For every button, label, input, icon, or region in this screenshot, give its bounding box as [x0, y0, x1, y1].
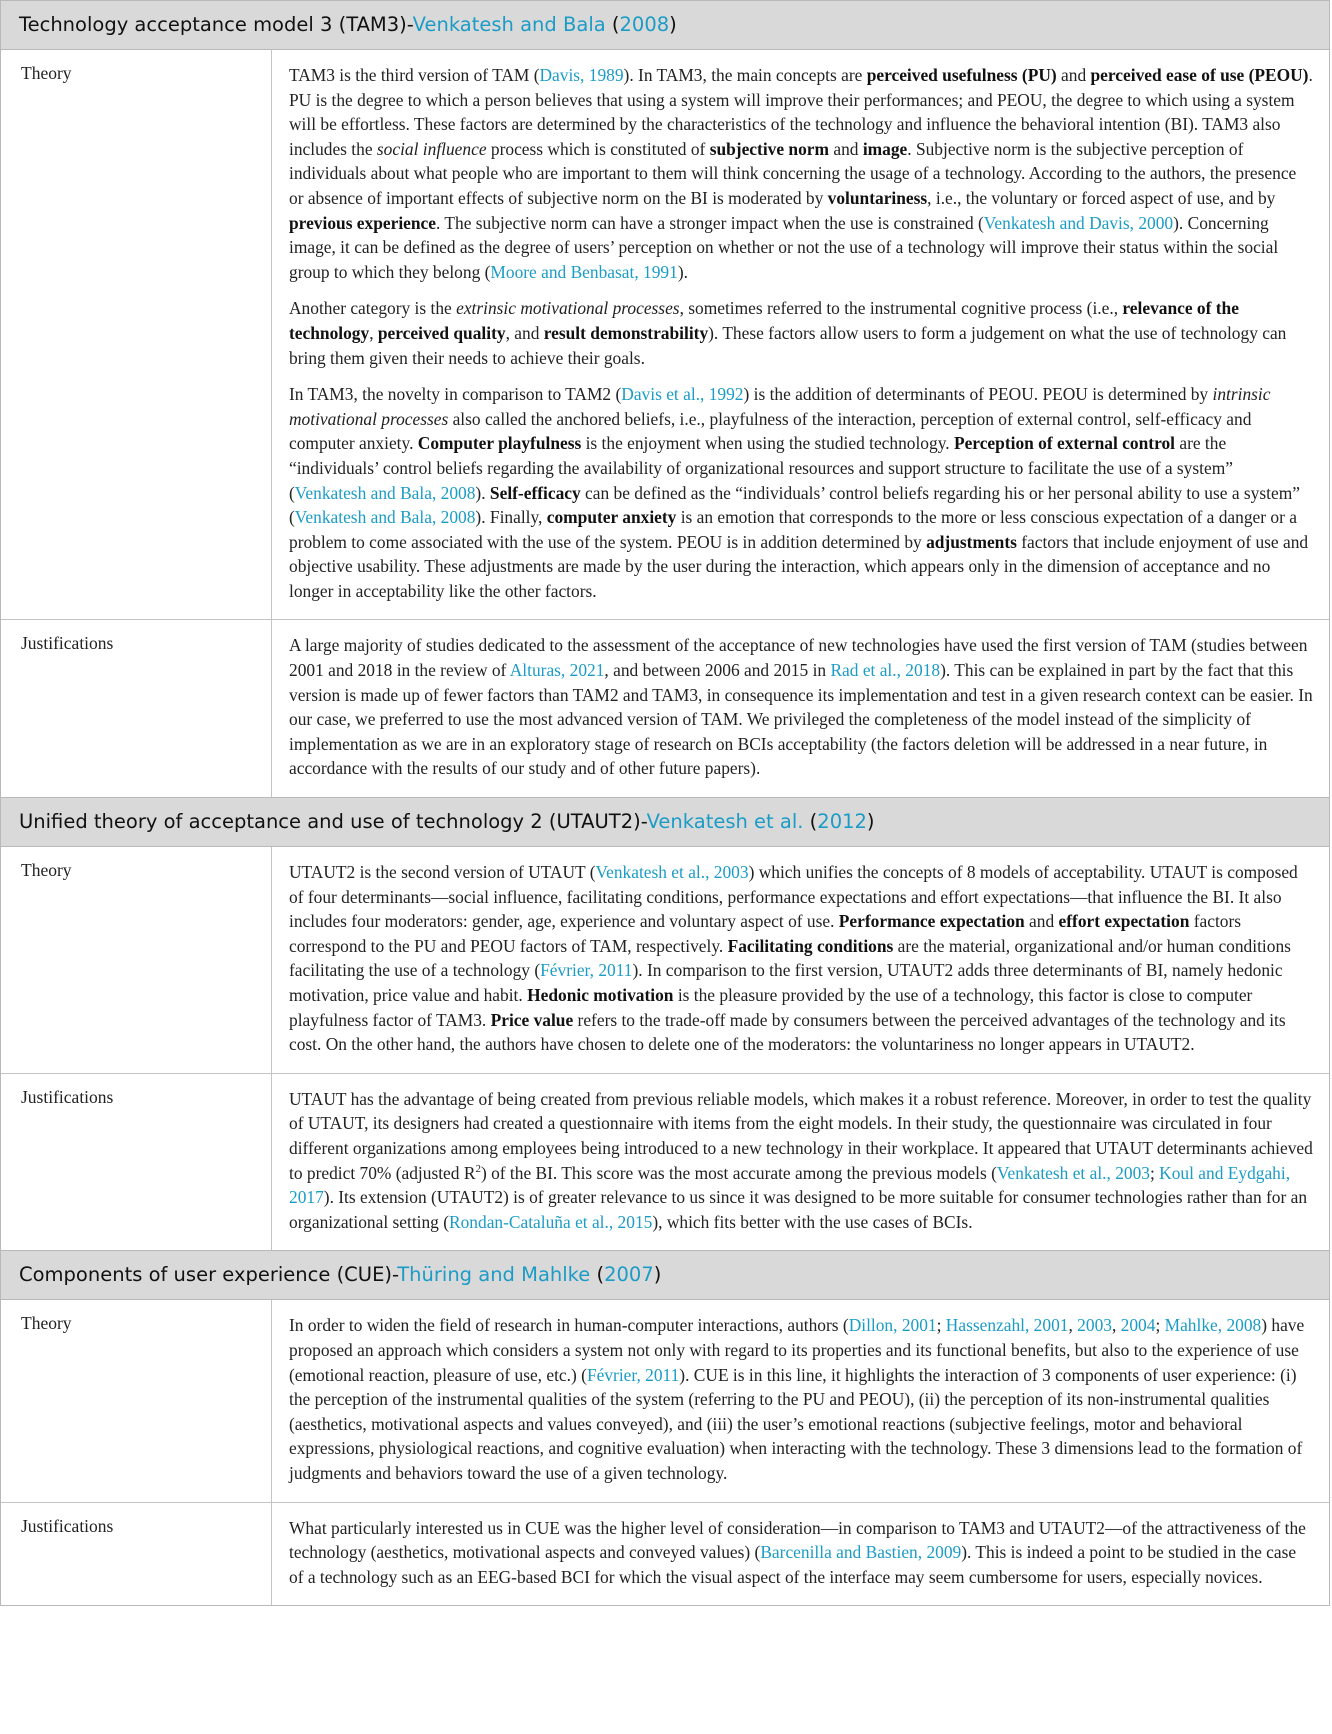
bold-term: Hedonic motivation	[527, 985, 674, 1005]
table-row	[1, 50, 1329, 620]
text-run: Another category is the	[289, 298, 457, 319]
bold-term: image	[862, 138, 908, 159]
author-link[interactable]: Venkatesh and Bala	[412, 13, 606, 36]
paragraph	[289, 296, 1313, 370]
bold-term: Facilitating conditions	[727, 935, 894, 956]
text-run: process which is constituted of	[486, 138, 710, 159]
text-run: , and between 2006 and 2015 in	[604, 660, 831, 681]
text-run: factors correspond to the PU and PEOU factors of TAM, respectively.	[289, 911, 1242, 956]
text-run: ). These factors allow users to form a judgement on what the use of technology can bring them given their needs to achieve their goals.	[289, 322, 1287, 368]
text-run: is an emotion that corresponds to the more or less conscious expectation of a danger or a problem to come associated with the use of the system. PEOU is in addition determined by	[289, 507, 1297, 552]
citation-link[interactable]: 2003	[1077, 1315, 1112, 1336]
citation-link[interactable]: Venkatesh and Bala, 2008	[294, 507, 476, 528]
bold-term: adjustments	[926, 531, 1017, 552]
citation-link[interactable]: Davis, 1989	[539, 65, 624, 85]
text-run: and	[1056, 65, 1091, 85]
bold-term: relevance of the technology	[289, 298, 1239, 343]
citation-link[interactable]: Février, 2011	[540, 960, 633, 981]
row-content	[272, 50, 1329, 619]
text-run: In TAM3, the novelty in comparison to TAM2 (	[289, 384, 622, 405]
paragraph	[289, 860, 1313, 1057]
citation-link[interactable]: Venkatesh and Davis, 2000	[983, 212, 1174, 233]
citation-link[interactable]: Rondan-Cataluña et al., 2015	[449, 1211, 653, 1232]
paragraph	[289, 633, 1313, 781]
text-run: ) of the BI. This score was the most accurate among the previous models (	[480, 1162, 997, 1183]
text-run: ,	[1068, 1315, 1078, 1336]
citation-link[interactable]: Hassenzahl, 2001	[945, 1315, 1069, 1336]
table-row	[1, 620, 1329, 797]
text-run: ;	[936, 1315, 946, 1336]
row-content	[272, 847, 1329, 1073]
bold-term: computer anxiety	[546, 507, 677, 528]
text-run: ). Concerning image, it can be defined as the degree of users’ perception on whether or not the use of a technology will improve their status within the social group to which they belong (	[289, 212, 1279, 282]
text-run: ;	[1155, 1315, 1165, 1336]
text-run: ).	[677, 261, 688, 282]
row-content	[272, 1503, 1329, 1606]
bold-term: effort expectation	[1058, 911, 1190, 932]
citation-link[interactable]: Février, 2011	[586, 1364, 680, 1385]
text-run: ).	[475, 482, 490, 503]
italic-term: intrinsic motivational processes	[289, 384, 1271, 429]
year-link[interactable]: 2007	[604, 1263, 654, 1287]
text-run: TAM3 is the third version of TAM (	[289, 65, 540, 85]
paragraph	[289, 1516, 1313, 1590]
year-close-paren: )	[653, 1263, 662, 1287]
text-run: factors that include enjoyment of use and objective usability. These adjustments are made by the user during the interaction, which appears only in the dimension of acceptance and no longer in acceptability like the other factors.	[289, 531, 1309, 601]
section-title: Unified theory of acceptance and use of technology 2 (UTAUT2)-	[19, 810, 647, 834]
row-content	[272, 620, 1329, 797]
year-open-paren: (	[803, 810, 818, 834]
bold-term: Perception of external control	[953, 433, 1175, 454]
text-run: can be defined as the “individuals’ control beliefs regarding his or her personal ability to use a system” (	[289, 482, 1300, 528]
row-label-justifications: Justifications	[1, 1503, 272, 1606]
citation-link[interactable]: Barcenilla and Bastien, 2009	[760, 1542, 962, 1563]
paragraph	[289, 63, 1313, 284]
citation-link[interactable]: Rad et al., 2018	[830, 660, 941, 681]
bold-term: perceived ease of use (PEOU)	[1090, 65, 1309, 85]
year-close-paren: )	[669, 13, 677, 36]
text-run: ). In comparison to the first version, UTAUT2 adds three determinants of BI, namely hedonic motivation, price value and habit.	[289, 960, 1283, 1005]
paragraph	[289, 1313, 1313, 1485]
section-header	[1, 0, 1329, 50]
text-run: , and	[505, 322, 544, 343]
text-run: ). This can be explained in part by the fact that this version is made up of fewer factors than TAM2 and TAM3, in consequence its implementation and test in a given research context can be easier. In our case, we preferred to use the most advanced version of TAM. We privileged the completeness of the model instead of the simplicity of implementation as we are in an exploratory stage of research on BCIs acceptability (the factors deletion will be addressed in a near future, in accordance with the results of our study and of other future papers).	[289, 660, 1313, 779]
citation-link[interactable]: Venkatesh et al., 2003	[996, 1162, 1150, 1183]
paragraph	[289, 1087, 1313, 1235]
citation-link[interactable]: Koul and Eydgahi, 2017	[289, 1162, 1291, 1208]
text-run: ). In TAM3, the main concepts are	[623, 65, 867, 85]
text-run: ), which fits better with the use cases of BCIs.	[652, 1211, 973, 1232]
text-run: ). Its extension (UTAUT2) is of greater relevance to us since it was designed to be more suitable for consumer technologies rather than for an organizational setting (	[289, 1187, 1308, 1232]
text-run: is the pleasure provided by the use of a technology, this factor is close to computer playfulness factor of TAM3.	[289, 985, 1253, 1030]
text-run: ) have proposed an approach which considers a system not only with regard to its properties and its functional benefits, but also to the experience of use (emotional reaction, pleasure of use, etc.) (	[289, 1315, 1305, 1385]
row-label-justifications: Justifications	[1, 620, 272, 797]
bold-term: voluntariness	[827, 187, 928, 208]
text-run: and	[1024, 911, 1059, 932]
text-run: ). This is indeed a point to be studied in the case of a technology such as an EEG-based BCI for which the visual aspect of the interface may seem cumbersome for users, especially novices.	[289, 1542, 1297, 1587]
year-open-paren: (	[590, 1263, 605, 1287]
section-header	[1, 1250, 1329, 1300]
row-label-theory: Theory	[1, 50, 272, 619]
section-header	[1, 797, 1329, 847]
row-label-theory: Theory	[1, 1300, 272, 1501]
citation-link[interactable]: Davis et al., 1992	[621, 384, 744, 405]
citation-link[interactable]: 2004	[1120, 1315, 1156, 1336]
citation-link[interactable]: Venkatesh and Bala, 2008	[294, 482, 476, 503]
text-run: UTAUT2 is the second version of UTAUT (	[289, 862, 596, 883]
text-run: ). Finally,	[475, 507, 547, 528]
text-run: ,	[369, 322, 378, 343]
text-run: are the material, organizational and/or human conditions facilitating the use of a technology (	[289, 935, 1291, 981]
text-run: are the “individuals’ control beliefs regarding the availability of organizational resources and support structure to facilitate the use of a system” (	[289, 433, 1233, 503]
citation-link[interactable]: Moore and Benbasat, 1991	[490, 261, 678, 282]
table-row	[1, 847, 1329, 1074]
row-label-justifications: Justifications	[1, 1074, 272, 1251]
table-row	[1, 1300, 1329, 1502]
text-run: and	[829, 138, 863, 159]
text-run: . PU is the degree to which a person believes that using a system will improve their performances; and PEOU, the degree to which using a system will be effortless. These factors are determined by the characteristics of the technology and influence the behavioral intention (BI). TAM3 also includes the	[289, 65, 1313, 159]
text-run: ;	[1149, 1162, 1160, 1183]
text-run: ) which unifies the concepts of 8 models of acceptability. UTAUT is composed of four determinants—social influence, facilitating conditions, performance expectations and effort expectations—that influence the BI. It also includes four moderators: gender, age, experience and voluntary aspect of use.	[289, 862, 1298, 932]
text-run: ). CUE is in this line, it highlights the interaction of 3 components of user experience: (i) the perception of the instrumental qualities of the system (referring to the PU and PEOU), (ii) the perception of its non-instrumental qualities (aesthetics, motivational aspects and values conveyed), and (iii) the user’s emotional reactions (subjective feelings, motor and behavioral expressions, physiological reactions, and cognitive evaluation) when interacting with the technology. These 3 dimensions lead to the formation of judgments and behaviors toward the use of a given technology.	[289, 1364, 1303, 1483]
year-link[interactable]: 2008	[619, 13, 670, 36]
text-run: refers to the trade-off made by consumers between the perceived advantages of the technology and its cost. On the other hand, the authors have chosen to delete one of the moderators: the voluntariness no longer appears in UTAUT2.	[289, 1009, 1286, 1055]
bold-term: subjective norm	[709, 138, 829, 159]
text-run: also called the anchored beliefs, i.e., playfulness of the interaction, perception of external control, self-efficacy and computer anxiety.	[289, 408, 1252, 454]
citation-link[interactable]: Dillon, 2001	[848, 1315, 937, 1336]
author-link[interactable]: Thüring and Mahlke	[397, 1263, 591, 1287]
text-run: is the enjoyment when using the studied technology.	[581, 433, 954, 454]
text-run: What particularly interested us in CUE was the higher level of consideration—in comparison to TAM3 and UTAUT2—of the attractiveness of the technology (aesthetics, motivational aspects and conveyed values) (	[289, 1517, 1306, 1563]
bold-term: result demonstrability	[543, 322, 709, 343]
row-label-theory: Theory	[1, 847, 272, 1073]
bold-term: previous experience	[289, 212, 436, 233]
section-title: Technology acceptance model 3 (TAM3)-	[19, 13, 413, 36]
bold-term: Price value	[490, 1009, 574, 1030]
citation-link[interactable]: Mahlke, 2008	[1164, 1315, 1262, 1336]
citation-link[interactable]: Venkatesh et al., 2003	[595, 862, 749, 883]
text-run: In order to widen the field of research in human-computer interactions, authors (	[289, 1315, 849, 1336]
author-link[interactable]: Venkatesh et al.	[646, 810, 804, 834]
bold-term: perceived usefulness (PU)	[866, 65, 1057, 85]
table-row	[1, 1074, 1329, 1251]
year-open-paren: (	[605, 13, 620, 36]
superscript: 2	[475, 1162, 481, 1175]
paragraph	[289, 382, 1313, 603]
text-run: . Subjective norm is the subjective perception of individuals about what people who are important to them will think concerning the usage of a technology. According to the authors, the presence or absence of important effects of subjective norm on the BI is moderated by	[289, 138, 1297, 208]
text-run: . The subjective norm can have a stronger impact when the use is constrained (	[436, 212, 984, 233]
text-run: , sometimes referred to the instrumental cognitive process (i.e.,	[679, 298, 1123, 319]
italic-term: social influence	[376, 138, 487, 159]
citation-link[interactable]: Alturas, 2021	[509, 660, 605, 681]
row-content	[272, 1300, 1329, 1501]
text-run: ,	[1111, 1315, 1121, 1336]
bold-term: Performance expectation	[838, 911, 1025, 932]
section-title: Components of user experience (CUE)-	[19, 1263, 398, 1287]
text-run: UTAUT has the advantage of being created from previous reliable models, which makes it a robust reference. Moreover, in order to test the quality of UTAUT, its designers had created a questionnaire with items from the eight models. In their study, the questionnaire was circulated in four different organizations among employees being introduced to a new technology in their workplace. It appeared that UTAUT determinants achieved to predict 70% (adjusted R	[289, 1088, 1313, 1183]
bold-term: Computer playfulness	[417, 433, 582, 454]
bold-term: Self-efficacy	[489, 482, 581, 503]
table-row	[1, 1503, 1329, 1606]
italic-term: extrinsic motivational processes	[456, 298, 680, 319]
text-run: , i.e., the voluntary or forced aspect of use, and by	[927, 187, 1276, 208]
year-close-paren: )	[866, 810, 875, 834]
text-run: ) is the addition of determinants of PEOU. PEOU is determined by	[743, 384, 1213, 405]
text-run: A large majority of studies dedicated to the assessment of the acceptance of new technologies have used the first version of TAM (studies between 2001 and 2018 in the review of	[289, 635, 1308, 681]
bold-term: perceived quality	[377, 322, 506, 343]
year-link[interactable]: 2012	[817, 810, 867, 834]
row-content	[272, 1074, 1329, 1251]
